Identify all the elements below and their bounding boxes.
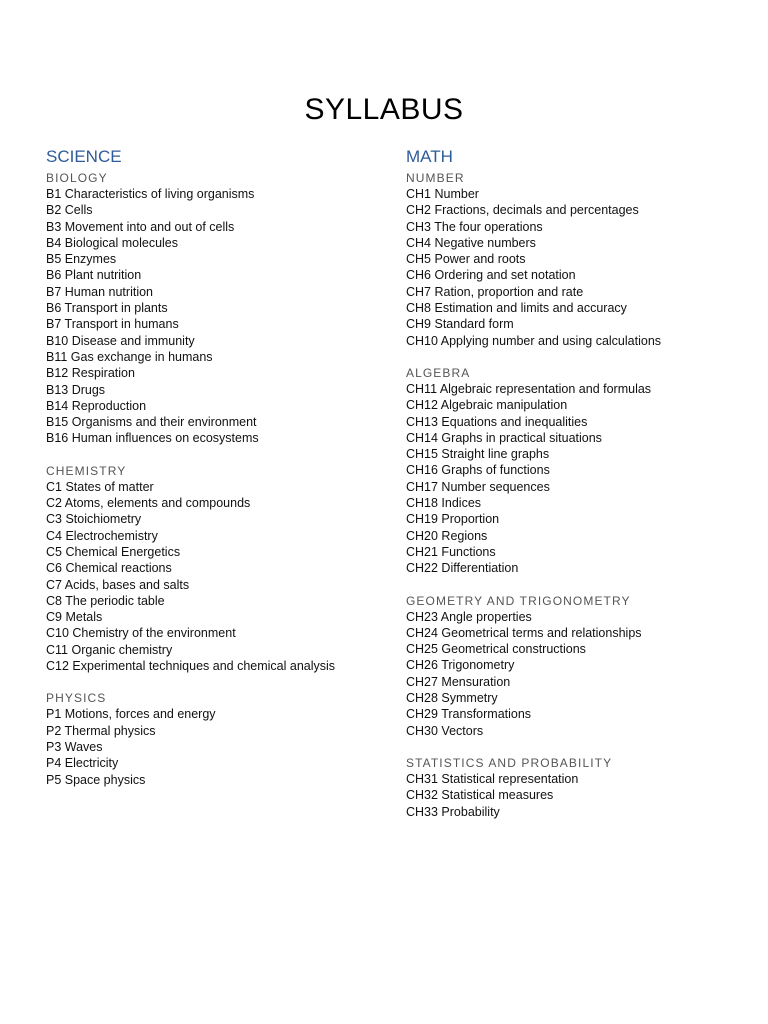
topic-item: CH9 Standard form — [406, 317, 514, 332]
topic-item: CH20 Regions — [406, 528, 488, 543]
statistics-section — [406, 755, 746, 820]
number-heading: NUMBER — [406, 171, 465, 185]
topic-item: CH28 Symmetry — [406, 691, 498, 706]
topic-item: B1 Characteristics of living organisms — [46, 187, 255, 201]
topic-item: CH25 Geometrical constructions — [406, 642, 586, 657]
topic-item: B6 Transport in plants — [46, 301, 168, 316]
topic-item: CH22 Differentiation — [406, 561, 519, 576]
physics-topic-list — [46, 706, 386, 787]
topic-item: B6 Plant nutrition — [46, 268, 142, 283]
topic-item: B2 Cells — [46, 203, 93, 218]
statistics-topic-list — [406, 771, 746, 820]
topic-item: P4 Electricity — [46, 756, 119, 771]
topic-item: CH15 Straight line graphs — [406, 447, 550, 462]
topic-item: P3 Waves — [46, 739, 103, 754]
math-heading: MATH — [406, 147, 453, 166]
topic-item: C1 States of matter — [46, 479, 154, 494]
topic-item: B14 Reproduction — [46, 398, 147, 413]
biology-heading: BIOLOGY — [46, 171, 108, 185]
topic-item: CH29 Transformations — [406, 707, 532, 722]
science-column — [46, 146, 386, 788]
topic-item: B16 Human influences on ecosystems — [46, 431, 259, 446]
topic-item: B13 Drugs — [46, 382, 106, 397]
biology-topic-list — [46, 186, 386, 447]
statistics-heading: STATISTICS AND PROBABILITY — [406, 755, 613, 770]
topic-item: CH33 Probability — [406, 804, 500, 819]
topic-item: CH32 Statistical measures — [406, 788, 554, 803]
geometry-heading: GEOMETRY AND TRIGONOMETRY — [406, 593, 631, 608]
topic-item: P5 Space physics — [46, 772, 146, 787]
topic-item: CH7 Ration, proportion and rate — [406, 284, 584, 299]
science-heading: SCIENCE — [46, 147, 122, 166]
topic-item: CH17 Number sequences — [406, 479, 550, 494]
geometry-topic-list — [406, 609, 746, 739]
topic-item: CH23 Angle properties — [406, 609, 532, 624]
topic-item: B7 Human nutrition — [46, 284, 154, 299]
topic-item: B10 Disease and immunity — [46, 333, 195, 348]
chemistry-topic-list — [46, 479, 386, 675]
topic-item: C2 Atoms, elements and compounds — [46, 496, 251, 511]
algebra-section — [406, 365, 746, 577]
topic-item: B15 Organisms and their environment — [46, 415, 257, 430]
chemistry-section — [46, 463, 386, 675]
topic-item: CH10 Applying number and using calculations — [406, 333, 662, 348]
topic-item: C10 Chemistry of the environment — [46, 626, 236, 641]
topic-item: C9 Metals — [46, 610, 103, 625]
geometry-section — [406, 593, 746, 739]
topic-item: CH5 Power and roots — [406, 252, 526, 267]
topic-item: C4 Electrochemistry — [46, 528, 158, 543]
topic-item: CH31 Statistical representation — [406, 771, 579, 786]
topic-item: CH24 Geometrical terms and relationships — [406, 625, 642, 640]
topic-item: CH3 The four operations — [406, 219, 543, 234]
topic-item: CH1 Number — [406, 187, 479, 201]
topic-item: P1 Motions, forces and energy — [46, 707, 216, 722]
topic-item: C5 Chemical Energetics — [46, 544, 181, 559]
topic-item: CH16 Graphs of functions — [406, 463, 550, 478]
topic-item: CH12 Algebraic manipulation — [406, 398, 568, 413]
topic-item: C12 Experimental techniques and chemical analysis — [46, 659, 336, 674]
page-title: SYLLABUS — [304, 93, 464, 126]
number-topic-list — [406, 186, 746, 349]
topic-item: CH11 Algebraic representation and formulas — [406, 381, 652, 396]
biology-section — [46, 170, 386, 447]
physics-heading: PHYSICS — [46, 691, 107, 706]
topic-item: B3 Movement into and out of cells — [46, 219, 235, 234]
topic-item: CH4 Negative numbers — [406, 235, 536, 250]
topic-item: B4 Biological molecules — [46, 235, 179, 250]
topic-item: C7 Acids, bases and salts — [46, 577, 190, 592]
topic-item: B7 Transport in humans — [46, 317, 179, 332]
topic-item: CH27 Mensuration — [406, 674, 511, 689]
topic-item: CH8 Estimation and limits and accuracy — [406, 301, 627, 316]
physics-section — [46, 690, 386, 787]
topic-item: C3 Stoichiometry — [46, 512, 142, 527]
topic-item: B5 Enzymes — [46, 252, 117, 267]
topic-item: CH19 Proportion — [406, 512, 500, 527]
topic-item: P2 Thermal physics — [46, 723, 156, 738]
algebra-heading: ALGEBRA — [406, 365, 471, 380]
math-column — [406, 146, 746, 820]
topic-item: CH26 Trigonometry — [406, 658, 515, 673]
topic-item: B11 Gas exchange in humans — [46, 349, 213, 364]
chemistry-heading: CHEMISTRY — [46, 463, 127, 478]
topic-item: CH14 Graphs in practical situations — [406, 430, 602, 445]
algebra-topic-list — [406, 381, 746, 577]
topic-item: CH21 Functions — [406, 544, 496, 559]
topic-item: CH30 Vectors — [406, 723, 484, 738]
topic-item: CH13 Equations and inequalities — [406, 414, 588, 429]
topic-item: B12 Respiration — [46, 366, 135, 381]
topic-item: C11 Organic chemistry — [46, 642, 173, 657]
topic-item: C6 Chemical reactions — [46, 561, 172, 576]
topic-item: CH2 Fractions, decimals and percentages — [406, 203, 639, 218]
topic-item: CH6 Ordering and set notation — [406, 268, 576, 283]
number-section — [406, 170, 746, 349]
topic-item: C8 The periodic table — [46, 593, 165, 608]
topic-item: CH18 Indices — [406, 496, 482, 511]
